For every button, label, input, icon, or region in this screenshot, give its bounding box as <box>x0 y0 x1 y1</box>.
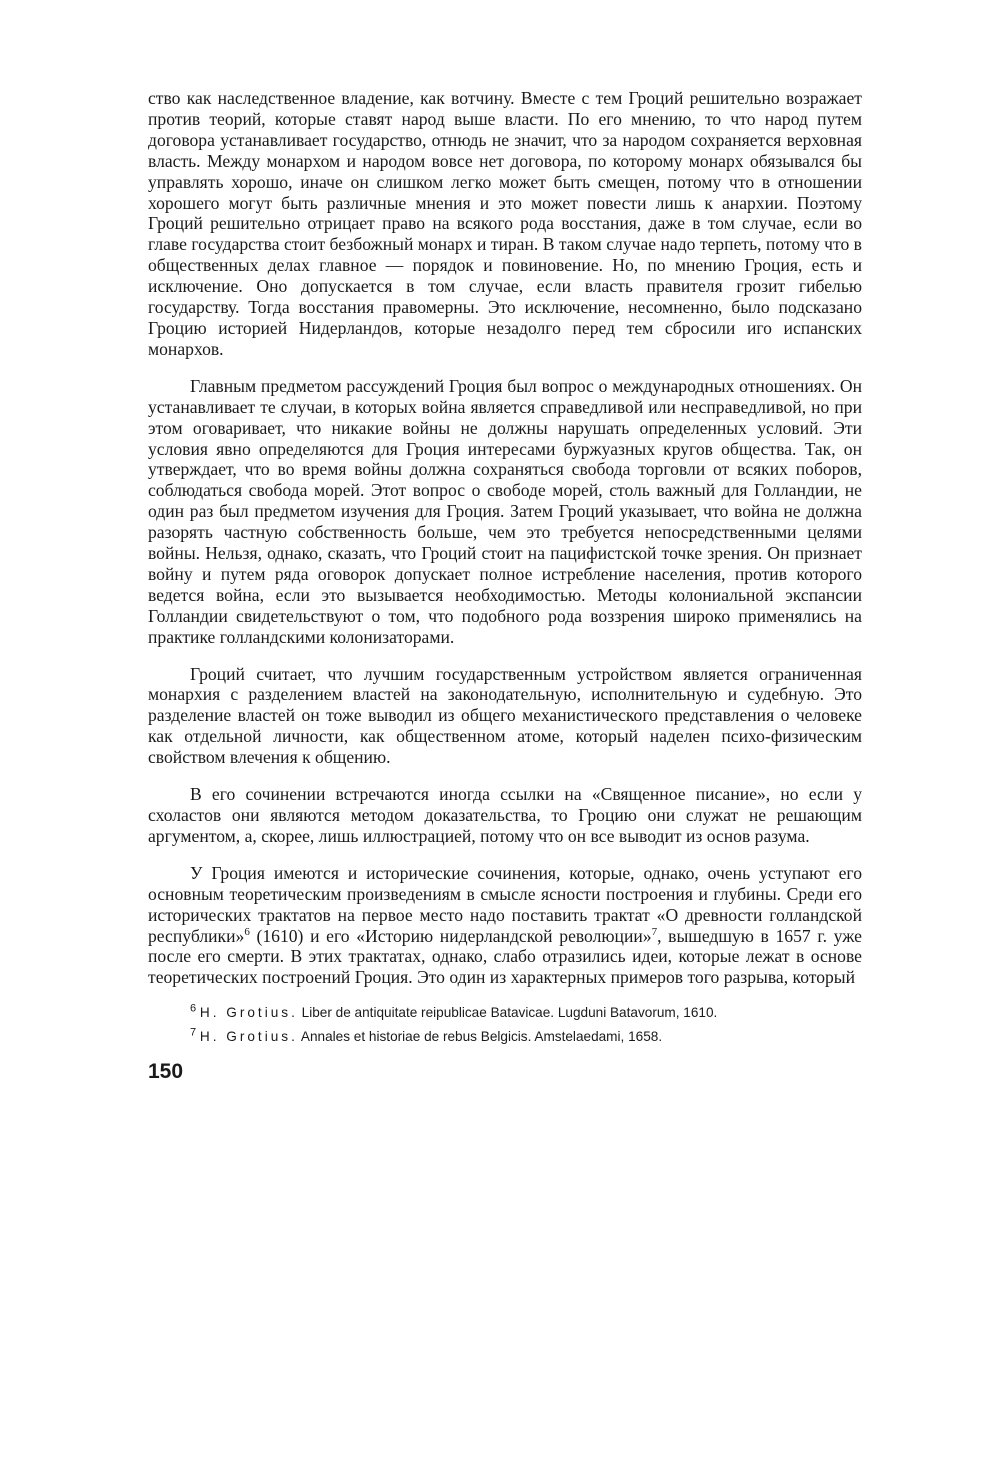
paragraph-text-part: , вышедшую в 1657 г. уже после его смерти. В этих трактатах, однако, слабо отразились идеи, которые лежат в основе теоретических построений Гроция. Это один из характерных примеров того разрыва, который <box>148 925 862 988</box>
page-number: 150 <box>148 1060 184 1084</box>
paragraph-historical-works <box>148 863 862 988</box>
footnote-mark: 6 <box>190 1002 197 1015</box>
footnote <box>148 1028 862 1046</box>
book-page <box>148 88 862 1084</box>
footnote-text: Annales et historiae de rebus Belgicis. Amstelaedami, 1658. <box>297 1029 663 1045</box>
paragraph-scripture: В его сочинении встречаются иногда ссылки на «Священное писание», но если у схоластов они являются методом доказательства, то Гроцию они служат не решающим аргументом, а, скорее, лишь иллюстрацией, потому что он все выводит из основ разума. <box>148 784 862 846</box>
footnote-author: H. Grotius. <box>199 1029 298 1045</box>
paragraph-continuation: ство как наследственное владение, как вотчину. Вместе с тем Гроций решительно возражает против теорий, которые ставят народ выше власти. По его мнению, то что народ путем договора устанавливает государство, отнюдь не значит, что за народом сохраняется верховная власть. Между монархом и народом вовсе нет договора, по которому монарх обязывался бы управлять хорошо, иначе он слишком легко может быть смещен, потому что в отношении хорошего могут быть различные мнения и это может повести лишь к анархии. Поэтому Гроций решительно отрицает право на всякого рода восстания, даже в том случае, если во главе государства стоит безбожный монарх и тиран. В таком случае надо терпеть, потому что в общественных делах главное — порядок и повиновение. Но, по мнению Гроция, есть и исключение. Оно допускается в том случае, если власть правителя грозит гибелью государству. Тогда восстания правомерны. Это исключение, несомненно, было подсказано Гроцию историей Нидерландов, которые незадолго перед тем сбросили иго испанских монархов. <box>148 88 862 359</box>
footnote-reference: 6 <box>244 925 250 938</box>
paragraph-text-part: У Гроция имеются и исторические сочинения, которые, однако, очень уступают его основным теоретическим произведениям в смысле ясности построения и глубины. Среди его исторических трактатов на первое место надо поставить трактат «О древности голландской республики» <box>148 862 862 946</box>
paragraph-text-part: (1610) и его «Историю нидерландской революции» <box>249 925 652 946</box>
footnote-reference: 7 <box>651 925 658 938</box>
footnote-mark: 7 <box>190 1026 197 1039</box>
paragraph-international-relations: Главным предметом рассуждений Гроция был вопрос о международных отношениях. Он устанавливает те случаи, в которых война является справедливой или несправедливой, но при этом оговаривает, что никакие войны не должны нарушать определенных условий. Эти условия явно определяются для Гроция интересами буржуазных кругов общества. Так, он утверждает, что во время войны должна сохраняться свобода торговли от всяких поборов, соблюдаться свобода морей. Этот вопрос о свободе морей, столь важный для Голландии, не один раз был предметом изучения для Гроция. Затем Гроций указывает, что война не должна разорять частную собственность больше, чем это требуется непосредственными целями войны. Нельзя, однако, сказать, что Гроций стоит на пацифистской точке зрения. Он признает войну и путем ряда оговорок допускает полное истребление населения, против которого ведется война, если это вызывается необходимостью. Методы колониальной экспансии Голландии свидетельствуют о том, что подобного рода воззрения широко применялись на практике голландскими колонизаторами. <box>148 375 862 647</box>
footnotes <box>148 1004 862 1046</box>
footnote-author: H. Grotius. <box>199 1005 298 1021</box>
paragraph-state-structure: Гроций считает, что лучшим государственным устройством является ограниченная монархия с разделением властей на законодательную, исполнительную и судебную. Это разделение властей он тоже выводил из общего механистического представления о человеке как отдельной личности, как общественном атоме, который наделен психо-физическим свойством влечения к общению. <box>148 663 862 768</box>
footnote <box>148 1004 862 1022</box>
footnote-text: Liber de antiquitate reipublicae Batavicae. Lugduni Batavorum, 1610. <box>297 1005 718 1021</box>
